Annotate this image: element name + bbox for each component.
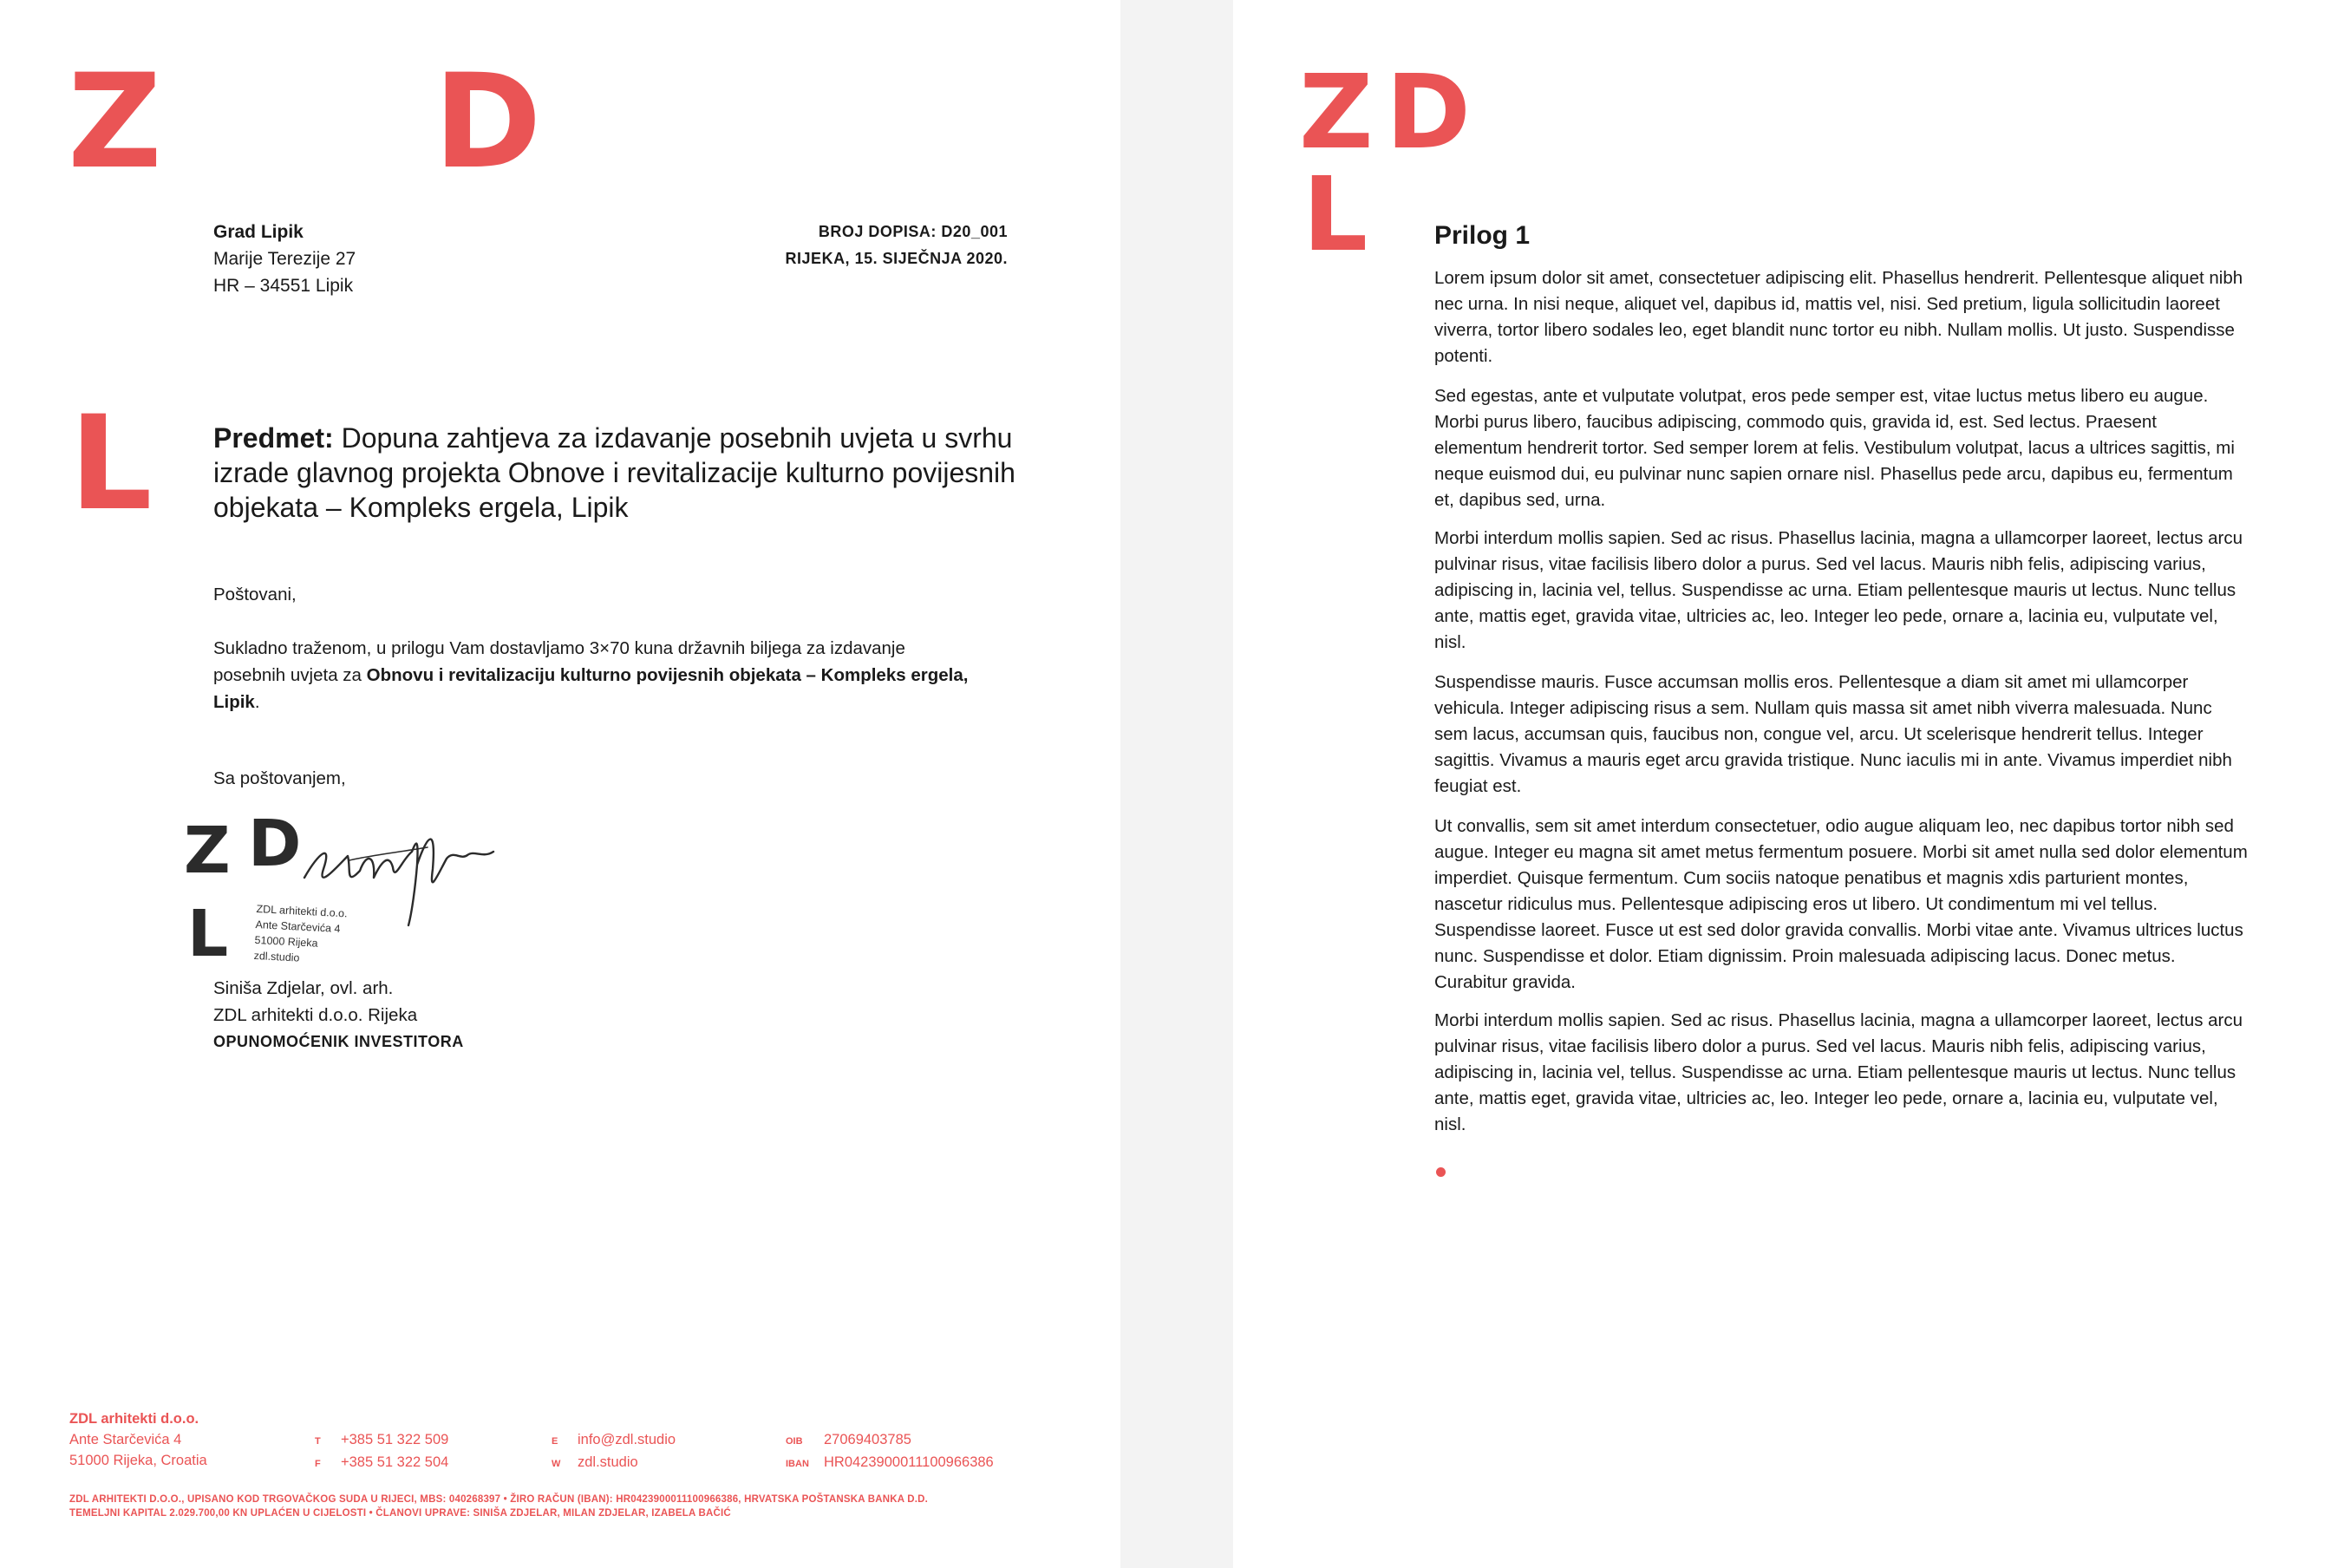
attachment-title: Prilog 1	[1434, 221, 1531, 250]
subject-text: Dopuna zahtjeva za izdavanje posebnih uvjeta u svrhu izrade glavnog projekta Obnove i revitalizacije kulturno povijesnih objekata – Kompleks ergela, Lipik	[213, 422, 1015, 523]
footer-legal-line-1: ZDL ARHITEKTI D.O.O., UPISANO KOD TRGOVAČKOG SUDA U RIJECI, MBS: 040268397 • ŽIRO RAČUN (IBAN): HR0423900011100966386, HRVATSKA POŠTANSKA BANKA D.D.	[69, 1494, 929, 1505]
footer-iban: HR0423900011100966386	[824, 1454, 994, 1470]
footer-website[interactable]: zdl.studio	[578, 1454, 638, 1470]
footer-e-label: E	[552, 1436, 558, 1447]
letter-meta	[786, 219, 1008, 272]
logo-letter-d: D	[434, 47, 542, 198]
subject-label: Predmet:	[213, 422, 334, 454]
letter-date: RIJEKA, 15. SIJEČNJA 2020.	[785, 250, 1008, 267]
logo-letter-l: L	[1303, 154, 1368, 274]
letter-subject	[213, 421, 1028, 525]
footer-city: 51000 Rijeka, Croatia	[69, 1453, 207, 1468]
footer-company-block	[69, 1408, 207, 1471]
footer-street: Ante Starčevića 4	[69, 1432, 182, 1447]
attachment-paragraph: Morbi interdum mollis sapien. Sed ac risus. Phasellus lacinia, magna a ullamcorper laoreet, lectus arcu pulvinar risus, vitae facilisis libero dolor a purus. Sed vel lacus. Mauris nibh felis, adipiscing varius, adipiscing in, lacinia vel, tellus. Suspendisse ac urna. Etiam pellentesque mauris ut lectus. Nunc tellus ante, mattis eget, gravida vitae, ultricies ac, leo. Integer leo pede, ornare a, lacinia eu, vulputate vel, nisl.	[1434, 1010, 2243, 1134]
logo-letter-z: Z	[1299, 52, 1374, 172]
letter-body	[213, 635, 1046, 715]
recipient-city: HR – 34551 Lipik	[213, 276, 354, 296]
letter-page	[0, 0, 1120, 1568]
recipient-address	[213, 219, 356, 299]
footer-fax: +385 51 322 504	[341, 1454, 449, 1470]
attachment-paragraph: Sed egestas, ante et vulputate volutpat, eros pede semper est, vitae luctus metus libero eu augue. Morbi purus libero, faucibus adipiscing, commodo quis, gravida id, est. Sed lectus. Praesent elementum hendrerit tortor. Sed semper lorem at felis. Vestibulum volutpat, lacus a ultrices sagittis, mi neque euismod dui, eu pulvinar nunc sapien ornare nisl. Phasellus pede arcu, dapibus eu, fermentum et, dapibus sed, urna.	[1434, 386, 2235, 510]
footer-t-label: T	[315, 1436, 321, 1447]
logo-letter-z: Z	[68, 47, 162, 198]
recipient-name: Grad Lipik	[213, 222, 304, 242]
signer-company: ZDL arhitekti d.o.o. Rijeka	[213, 1005, 418, 1025]
logo-letter-l: L	[69, 389, 153, 539]
footer-bank-block	[786, 1429, 994, 1474]
footer-phone: +385 51 322 509	[341, 1432, 449, 1447]
attachment-paragraph: Morbi interdum mollis sapien. Sed ac risus. Phasellus lacinia, magna a ullamcorper laoreet, lectus arcu pulvinar risus, vitae facilisis libero dolor a purus. Sed vel lacus. Mauris nibh felis, adipiscing varius, adipiscing in, lacinia vel, tellus. Suspendisse ac urna. Etiam pellentesque mauris ut lectus. Nunc tellus ante, mattis eget, gravida vitae, ultricies ac, leo. Integer leo pede, ornare a, lacinia eu, vulputate vel, nisl.	[1434, 528, 2243, 652]
stamp-letter-l: L	[187, 897, 229, 971]
footer-phone-block	[315, 1429, 448, 1474]
attachment-paragraph: Lorem ipsum dolor sit amet, consectetuer adipiscing elit. Phasellus hendrerit. Pellentesque aliquet nibh nec urna. In nisi neque, aliquet vel, dapibus id, mattis vel, nisi. Sed pretium, ligula sollicitudin laoreet viverra, tortor libero sodales leo, eget blandit nunc tortor eu nibh. Nullam mollis. Ut justo. Suspendisse potenti.	[1434, 268, 2243, 366]
letter-closing: Sa poštovanjem,	[213, 768, 346, 788]
stamp-letter-z: Z	[184, 813, 231, 888]
footer-company: ZDL arhitekti d.o.o.	[69, 1411, 199, 1427]
stamp-line: zdl.studio	[253, 949, 300, 964]
letter-greeting: Poštovani,	[213, 585, 297, 604]
attachment-paragraph: Ut convallis, sem sit amet interdum consectetuer, odio augue aliquam leo, nec dapibus tortor nibh sed augue. Integer eu magna sit amet metus fermentum posuere. Morbi sit amet nulla sed dolor elementum imperdiet. Quisque fermentum. Cum sociis natoque penatibus et magnis xdis parturient montes, nascetur ridiculus mus. Pellentesque adipiscing eros ut libero. Ut condimentum mi vel tellus. Suspendisse laoreet. Fusce ut est sed dolor gravida convallis. Morbi vitae ante. Vivamus ultrices luctus nunc. Suspendisse et dolor. Etiam dignissim. Proin malesuada adipiscing lacus. Donec metus. Curabitur gravida.	[1434, 816, 2248, 992]
footer-iban-label: IBAN	[786, 1459, 809, 1469]
body-line-2-plain: posebnih uvjeta za	[213, 665, 367, 685]
footer-legal	[69, 1493, 928, 1520]
body-line-3-end: .	[254, 692, 260, 712]
body-line-2-bold: Obnovu i revitalizaciju kulturno povijesnih objekata – Kompleks ergela,	[366, 665, 969, 685]
footer-email[interactable]: info@zdl.studio	[578, 1432, 676, 1447]
body-line-1: Sukladno traženom, u prilogu Vam dostavljamo 3×70 kuna državnih biljega za izdavanje	[213, 638, 905, 658]
stamp-line: ZDL arhitekti d.o.o.	[256, 902, 348, 920]
signer-name: Siniša Zdjelar, ovl. arh.	[213, 978, 394, 998]
footer-oib-label: OIB	[786, 1436, 803, 1447]
body-line-3-bold: Lipik	[213, 692, 255, 712]
footer-legal-line-2: TEMELJNI KAPITAL 2.029.700,00 KN UPLAĆEN U CIJELOSTI • ČLANOVI UPRAVE: SINIŠA ZDJELAR, MILAN ZDJELAR, IZABELA BAČIĆ	[69, 1508, 731, 1519]
stamp-letter-d: D	[248, 807, 302, 881]
footer-f-label: F	[315, 1459, 321, 1469]
stamp-and-signature	[180, 807, 510, 971]
page-gutter	[1120, 0, 1233, 1568]
end-marker-dot	[1436, 1167, 1446, 1177]
attachment-paragraph: Suspendisse mauris. Fusce accumsan mollis eros. Pellentesque a diam sit amet mi ullamcorper vehicula. Integer adipiscing risus a sem. Nullam quis massa sit amet nibh viverra malesuada. Nunc sem lacus, accumsan quis, faucibus non, congue vel, arcu. Ut scelerisque hendrerit tellus. Integer sagittis. Vivamus a mauris eget arcu gravida tristique. Nunc iaculis mi in ante. Vivamus imperdiet nibh feugiat est.	[1434, 672, 2232, 796]
signature-image	[297, 817, 506, 934]
letter-reference: BROJ DOPISA: D20_001	[818, 223, 1008, 240]
stamp-line: 51000 Rijeka	[254, 933, 318, 950]
signer-block	[213, 975, 464, 1055]
logo-letter-d: D	[1386, 52, 1471, 172]
footer-w-label: W	[552, 1459, 561, 1469]
recipient-street: Marije Terezije 27	[213, 249, 356, 269]
stamp-line: Ante Starčevića 4	[255, 918, 341, 936]
signer-role: OPUNOMOĆENIK INVESTITORA	[213, 1033, 464, 1050]
footer-oib: 27069403785	[824, 1432, 911, 1447]
footer-contact-block	[552, 1429, 676, 1474]
